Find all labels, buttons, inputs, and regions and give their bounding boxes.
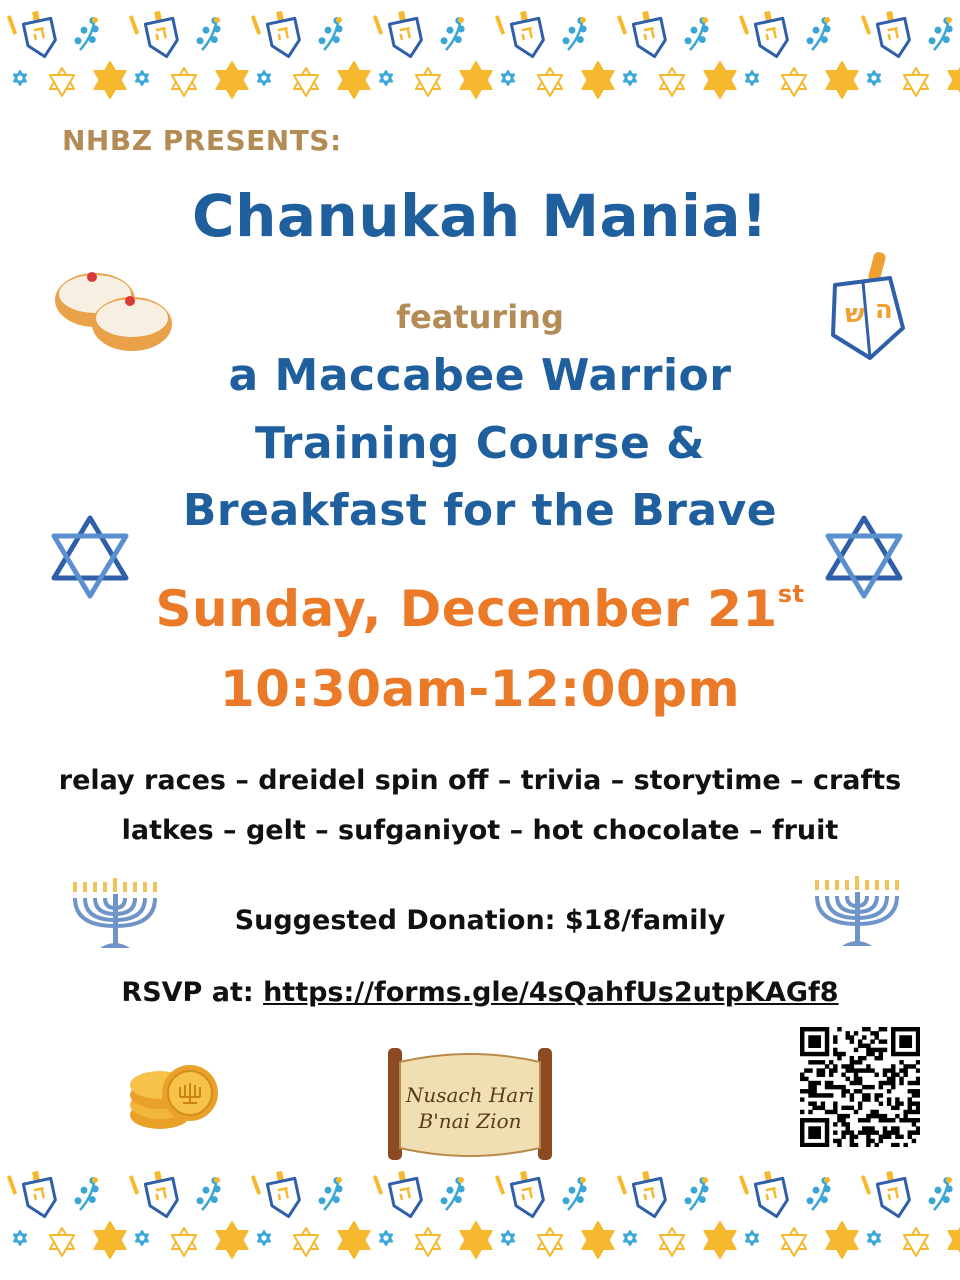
top-decorative-border: [0, 0, 960, 120]
rsvp-line: [0, 977, 960, 1008]
event-time: 10:30am-12:00pm: [219, 660, 741, 718]
svg-text:Nusach Hari: Nusach Hari: [405, 1083, 535, 1107]
event-date: [0, 580, 960, 638]
feature-line-3: Breakfast for the Brave: [182, 485, 778, 536]
feature-line-1: a Maccabee Warrior: [228, 350, 732, 401]
activities-list: relay races – dreidel spin off – trivia – storytime – crafts: [58, 765, 902, 796]
event-date-suffix: st: [777, 580, 805, 609]
svg-text:ה: ה: [875, 295, 893, 325]
food-list: latkes – gelt – sufganiyot – hot chocolate – fruit: [121, 815, 839, 846]
featuring-label: featuring: [396, 298, 564, 336]
rsvp-qr-code[interactable]: [800, 1027, 920, 1147]
gelt-coins-icon: [125, 1055, 225, 1135]
rsvp-label: RSVP at:: [121, 977, 254, 1008]
event-date-text: Sunday, December 21: [155, 580, 778, 638]
bottom-decorative-border: [0, 1160, 960, 1280]
nusach-hari-bnai-zion-logo: [380, 1040, 560, 1170]
svg-text:ש: ש: [845, 299, 865, 329]
svg-text:B'nai Zion: B'nai Zion: [418, 1109, 522, 1133]
rsvp-link[interactable]: https://forms.gle/4sQahfUs2utpKAGf8: [263, 977, 839, 1008]
event-title: Chanukah Mania!: [192, 182, 768, 250]
suggested-donation: Suggested Donation: $18/family: [234, 905, 726, 936]
feature-line-2: Training Course &: [255, 418, 705, 469]
presenter-label: NHBZ PRESENTS:: [62, 124, 342, 157]
